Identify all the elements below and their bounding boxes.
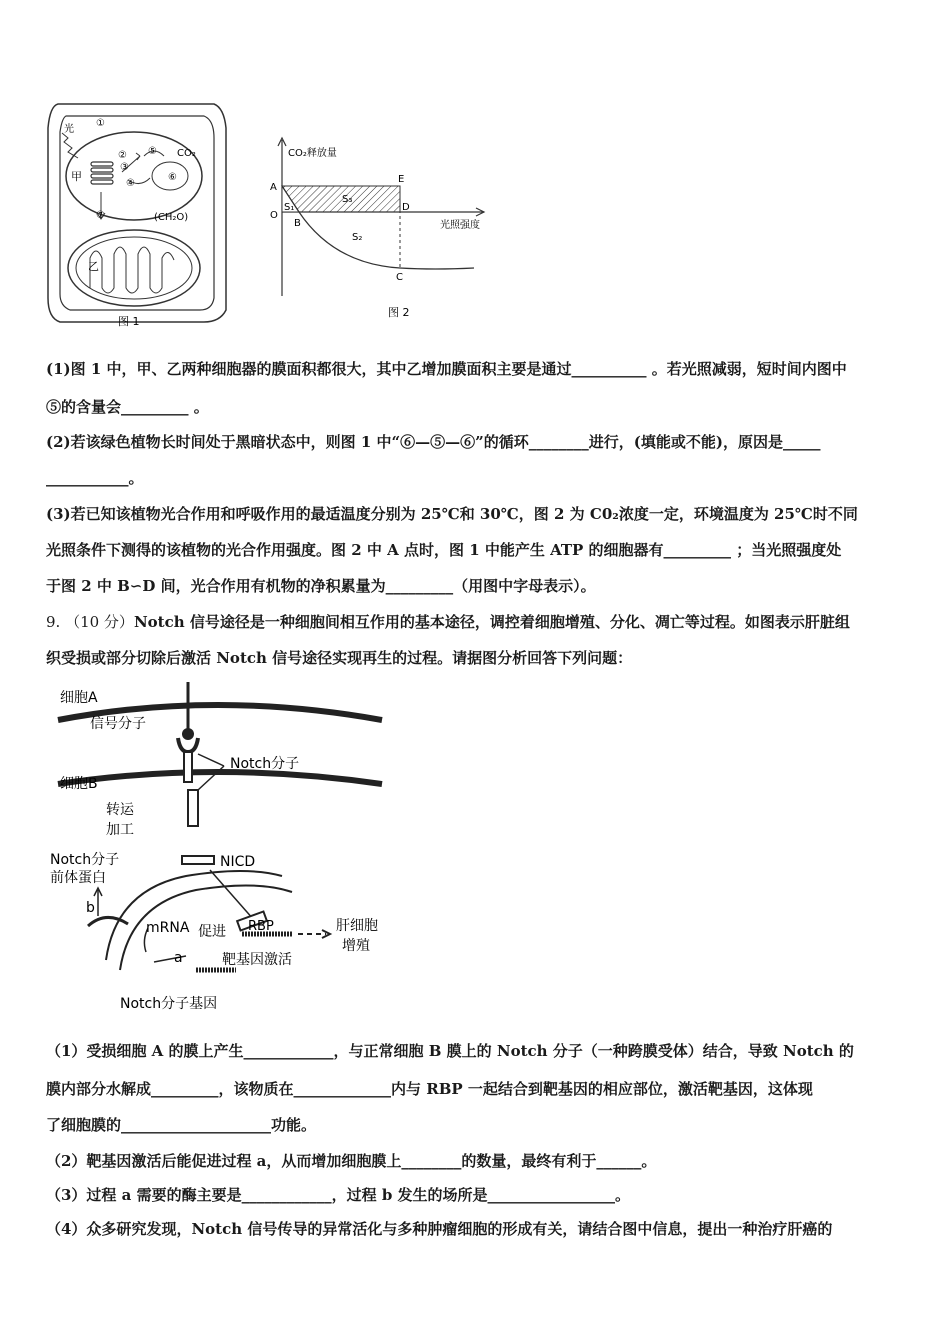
label-precursor-2: 前体蛋白 bbox=[50, 870, 106, 886]
question-1-line-1: (1)图 1 中，甲、乙两种细胞器的膜面积都很大，其中乙增加膜面积主要是通过__________ 。若光照减弱，短时间内图中 bbox=[46, 360, 847, 378]
question-9-number: 9. （10 分） bbox=[46, 613, 134, 631]
label-s3: S₃ bbox=[342, 194, 353, 205]
label-mrna: mRNA bbox=[146, 920, 190, 936]
question-9-stem-1: Notch 信号途径是一种细胞间相互作用的基本途径，调控着细胞增殖、分化、凋亡等过程。如图表示肝脏组 bbox=[133, 613, 850, 631]
label-signal-molecule: 信号分子 bbox=[90, 716, 146, 732]
figure-1-caption: 图 1 bbox=[118, 315, 140, 328]
label-notch-gene: Notch分子基因 bbox=[120, 996, 218, 1012]
label-a: a bbox=[174, 950, 183, 966]
question-3-line-2: 光照条件下测得的该植物的光合作用强度。图 2 中 A 点时，图 1 中能产生 ATP 的细胞器有_________ ；当光照强度处 bbox=[46, 541, 842, 559]
label-n4: ④ bbox=[126, 178, 135, 189]
figure-2-caption: 图 2 bbox=[388, 306, 410, 319]
x-axis-label: 光照强度 bbox=[440, 220, 480, 231]
sub-question-1-line-3: 了细胞膜的____________________功能。 bbox=[46, 1116, 317, 1134]
label-transport-1: 转运 bbox=[106, 802, 134, 818]
label-target-gene: 靶基因激活 bbox=[222, 952, 292, 968]
question-2-line-1: (2)若该绿色植物长时间处于黑暗状态中，则图 1 中“⑥—⑤—⑥”的循环________进行，(填能或不能)，原因是_____ bbox=[46, 433, 821, 451]
label-n3: ③ bbox=[120, 162, 129, 173]
label-liver-2: 增殖 bbox=[342, 938, 370, 954]
label-precursor-1: Notch分子 bbox=[50, 852, 120, 868]
label-b: b bbox=[86, 900, 95, 916]
sub-question-1-line-1: （1）受损细胞 A 的膜上产生____________，与正常细胞 B 膜上的 Notch 分子（一种跨膜受体）结合，导致 Notch 的 bbox=[46, 1042, 854, 1060]
question-1-line-2: ⑤的含量会_________ 。 bbox=[46, 398, 209, 416]
area-s3 bbox=[282, 186, 400, 212]
label-n6: ⑥ bbox=[168, 172, 177, 183]
label-ch2o: (CH₂O) bbox=[154, 212, 189, 223]
label-cell-b: 细胞B bbox=[60, 776, 98, 792]
label-n5: ⑤ bbox=[148, 146, 157, 157]
figure-3-notch-pathway bbox=[46, 680, 396, 1014]
point-c: C bbox=[396, 272, 403, 283]
question-3-line-3: 于图 2 中 B∽D 间，光合作用有机物的净积累量为_________（用图中字母表示）。 bbox=[46, 577, 596, 595]
label-s1: S₁ bbox=[284, 202, 295, 213]
label-jia: 甲 bbox=[71, 170, 82, 183]
y-axis-label: CO₂释放量 bbox=[288, 148, 337, 159]
label-promote: 促进 bbox=[198, 924, 226, 940]
label-co2: CO₂ bbox=[177, 148, 196, 159]
label-nicd: NICD bbox=[220, 854, 256, 870]
point-a: A bbox=[270, 182, 277, 193]
label-liver-1: 肝细胞 bbox=[336, 918, 378, 934]
figure-1-plant-cell bbox=[44, 98, 264, 334]
label-n7: ⑦ bbox=[96, 210, 105, 221]
sub-question-2: （2）靶基因激活后能促进过程 a，从而增加细胞膜上________的数量，最终有利于______。 bbox=[46, 1152, 657, 1170]
label-n2: ② bbox=[118, 150, 127, 161]
question-3-line-1: (3)若已知该植物光合作用和呼吸作用的最适温度分别为 25℃和 30℃，图 2 为 C0₂浓度一定，环境温度为 25℃时不同 bbox=[46, 505, 858, 523]
sub-question-3: （3）过程 a 需要的酶主要是____________，过程 b 发生的场所是_________________。 bbox=[46, 1186, 631, 1204]
point-d: D bbox=[402, 202, 410, 213]
point-b: B bbox=[294, 218, 301, 229]
sub-question-1-line-2: 膜内部分水解成_________，该物质在_____________内与 RBP 一起结合到靶基因的相应部位，激活靶基因，这体现 bbox=[46, 1080, 813, 1098]
sub-question-4: （4）众多研究发现，Notch 信号传导的异常活化与多种肿瘤细胞的形成有关，请结合图中信息，提出一种治疗肝癌的 bbox=[46, 1220, 833, 1238]
cell-b-membrane bbox=[58, 772, 382, 784]
question-9-line-2: 织受损或部分切除后激活 Notch 信号途径实现再生的过程。请据图分析回答下列问题： bbox=[46, 649, 633, 667]
label-light: 光 bbox=[64, 124, 74, 135]
question-9-line-1 bbox=[46, 611, 908, 633]
label-s2: S₂ bbox=[352, 232, 363, 243]
label-notch-molecule: Notch分子 bbox=[230, 756, 300, 772]
figure-2-co2-chart bbox=[264, 136, 492, 326]
question-2-line-2: ___________。 bbox=[46, 469, 144, 487]
label-yi: 乙 bbox=[88, 260, 99, 273]
label-transport-2: 加工 bbox=[106, 822, 134, 838]
point-e: E bbox=[398, 174, 405, 185]
point-o: O bbox=[270, 210, 278, 221]
label-cell-a: 细胞A bbox=[60, 690, 98, 706]
label-rbp: RBP bbox=[248, 919, 274, 934]
label-n1: ① bbox=[96, 118, 105, 129]
